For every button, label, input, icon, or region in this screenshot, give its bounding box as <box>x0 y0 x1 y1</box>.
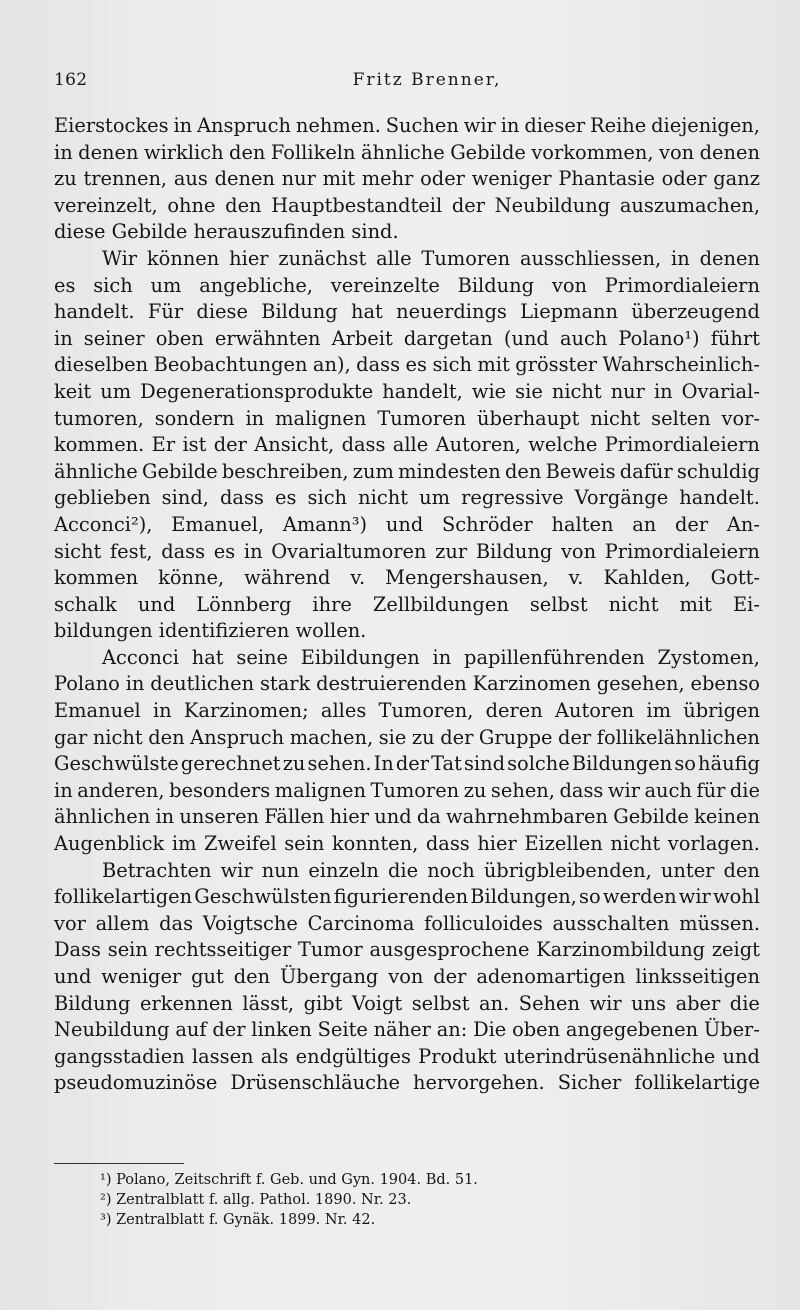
footnote-divider <box>54 1163 184 1164</box>
text-line: gangsstadien lassen als endgültiges Produkt uterindrüsenähnliche und <box>54 1044 760 1068</box>
text-line: follikelartigen Geschwülsten figurierenden Bildungen, so werden wir wohl <box>54 885 760 909</box>
text-line: Emanuel in Karzinomen; alles Tumoren, deren Autoren im übrigen <box>54 699 760 723</box>
text-line: Acconci²), Emanuel, Amann³) und Schröder halten an der An- <box>54 512 760 536</box>
text-line: kommen. Er ist der Ansicht, dass alle Autoren, welche Primordialeiern <box>54 433 760 457</box>
footnotes <box>100 1170 700 1230</box>
text-line: Eierstockes in Anspruch nehmen. Suchen wir in dieser Reihe diejenigen, <box>54 114 760 137</box>
running-head: Fritz Brenner, <box>352 70 502 90</box>
text-line: Polano in deutlichen stark destruierenden Karzinomen gesehen, ebenso <box>54 672 760 696</box>
text-line: gar nicht den Anspruch machen, sie zu der Gruppe der follikelähnlichen <box>54 725 760 749</box>
text-line: in denen wirklich den Follikeln ähnliche Gebilde vorkommen, von denen <box>54 140 760 164</box>
text-line: und weniger gut den Übergang von der adenomartigen linksseitigen <box>54 965 760 988</box>
text-line: vor allem das Voigtsche Carcinoma folliculoides ausschalten müssen. <box>54 911 760 935</box>
text-line: Wir können hier zunächst alle Tumoren ausschliessen, in denen <box>102 246 760 270</box>
text-line: zu trennen, aus denen nur mit mehr oder weniger Phantasie oder ganz <box>54 167 760 191</box>
text-line: dieselben Beobachtungen an), dass es sich mit grösster Wahrscheinlich- <box>54 353 760 377</box>
text-line: Betrachten wir nun einzeln die noch übrigbleibenden, unter den <box>102 858 760 882</box>
footnote: ¹) Polano, Zeitschrift f. Geb. und Gyn. 1904. Bd. 51. <box>100 1172 478 1188</box>
text-line: geblieben sind, dass es sich nicht um regressive Vorgänge handelt. <box>54 486 760 510</box>
text-line: Bildung erkennen lässt, gibt Voigt selbst an. Sehen wir uns aber die <box>54 991 760 1015</box>
text-line: ähnlichen in unseren Fällen hier und da wahrnehmbaren Gebilde keinen <box>54 805 760 829</box>
page-number: 162 <box>54 70 88 90</box>
text-line: Augenblick im Zweifel sein konnten, dass hier Eizellen nicht vorlagen. <box>54 832 760 856</box>
text-line: Acconci hat seine Eibildungen in papillenführenden Zystomen, <box>102 645 760 669</box>
text-line: bildungen identifizieren wollen. <box>54 619 367 643</box>
text-line: Dass sein rechtsseitiger Tumor ausgesprochene Karzinombildung zeigt <box>54 938 760 962</box>
page-header <box>54 70 760 96</box>
text-line: diese Gebilde herauszufinden sind. <box>54 220 399 244</box>
text-line: in anderen, besonders malignen Tumoren zu sehen, dass wir auch für die <box>54 778 760 802</box>
text-line: Neubildung auf der linken Seite näher an: Die oben angegebenen Über- <box>54 1018 760 1042</box>
body-text <box>54 113 760 1097</box>
text-line: sicht fest, dass es in Ovarialtumoren zur Bildung von Primordialeiern <box>54 539 760 563</box>
text-line: handelt. Für diese Bildung hat neuerdings Liepmann überzeugend <box>54 300 760 324</box>
footnote: ²) Zentralblatt f. allg. Pathol. 1890. Nr. 23. <box>100 1192 412 1208</box>
text-line: ähnliche Gebilde beschreiben, zum mindesten den Beweis dafür schuldig <box>54 459 760 483</box>
text-line: in seiner oben erwähnten Arbeit dargetan (und auch Polano¹) führt <box>54 326 760 350</box>
text-line: kommen könne, während v. Mengershausen, v. Kahlden, Gott- <box>54 566 760 590</box>
text-line: es sich um angebliche, vereinzelte Bildung von Primordialeiern <box>54 273 760 297</box>
text-line: vereinzelt, ohne den Hauptbestandteil der Neubildung auszumachen, <box>54 193 760 217</box>
text-line: keit um Degenerationsprodukte handelt, wie sie nicht nur in Ovarial- <box>54 379 760 403</box>
text-line: pseudomuzinöse Drüsenschläuche hervorgehen. Sicher follikelartige <box>54 1071 760 1095</box>
footnote: ³) Zentralblatt f. Gynäk. 1899. Nr. 42. <box>100 1212 376 1228</box>
text-line: tumoren, sondern in malignen Tumoren überhaupt nicht selten vor- <box>54 406 760 430</box>
text-line: Geschwülste gerechnet zu sehen. In der Tat sind solche Bildungen so häufig <box>54 752 760 776</box>
text-line: schalk und Lönnberg ihre Zellbildungen selbst nicht mit Ei- <box>54 592 760 616</box>
